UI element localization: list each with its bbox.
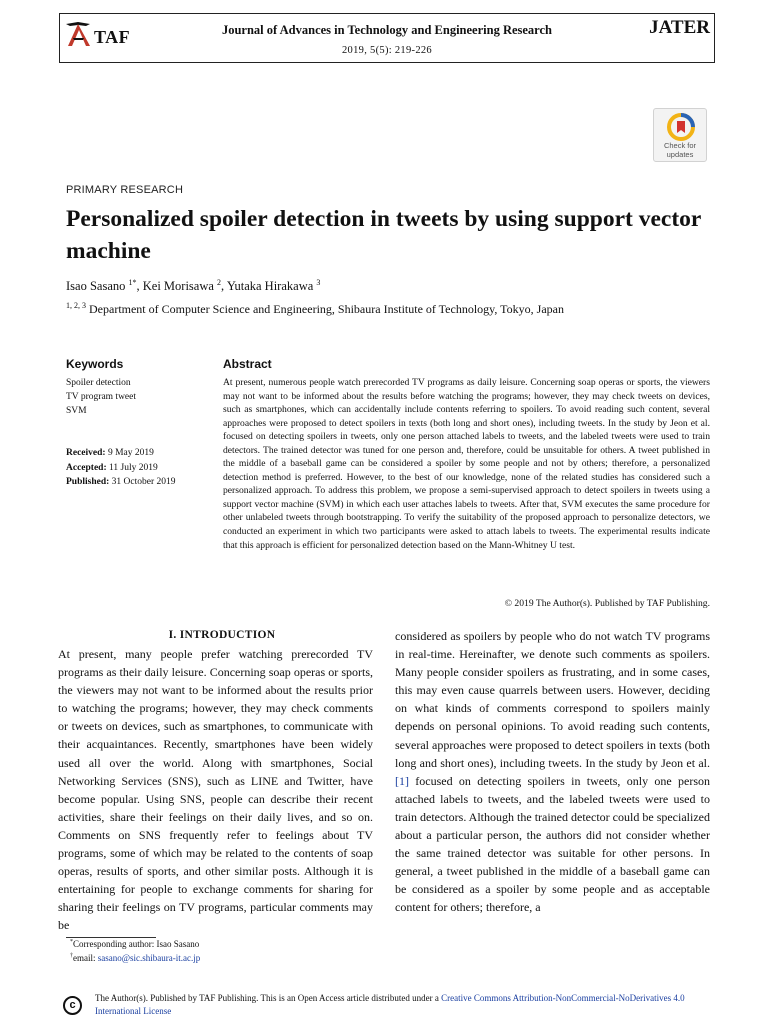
article-category: PRIMARY RESEARCH [66,184,184,196]
journal-header [59,13,715,63]
footnote-divider [66,937,156,938]
author-sup: 2 [217,278,222,287]
body-column-left: At present, many people prefer watching prerecorded TV programs as their daily leisure. Concerning soap operas or sports, the viewers may not want to be informed about the results prior to watching the programs; however, they may check comments or tweets on devices, such as smartphones, to communicate with their acquaintances. Recently, smartphones have been widely used all over the world. Along with smartphones, Social Networking Services (SNS), such as LINE and Twitter, have become popular. Using SNS, people can describe their recent activities, share their feelings on their daily lives, and so on. Comments on SNS frequently refer to feelings about TV programs, some of which may be related to the contents of soap operas, results of sports, and other similar posts. Although it is entertaining for people to exchange comments for sharing for sharing their feelings on TV programs, particular comments may be [58,647,373,933]
license-link[interactable]: Creative Commons Attribution-NonCommercial-NoDerivatives 4.0 International License [95,993,685,1016]
date-received: Received: 9 May 2019 [66,448,154,458]
affiliation: $^{1, 2, 3}$ Department of Computer Science and Engineering, Shibaura Institute of Technology, Tokyo, Japan [66,301,564,316]
journal-title: Journal of Advances in Technology and Engineering Research [221,23,553,37]
author-name: Kei Morisawa [142,279,218,294]
footnote-corresponding: *Corresponding author: Isao Sasano [70,939,200,949]
logo-text: TAF [94,27,131,47]
email-link[interactable]: sasano@sic.shibaura-it.ac.jp [97,953,201,963]
keyword-list [66,376,136,418]
author-sup: 3 [316,278,321,287]
author-name: Isao Sasano [66,279,129,294]
author-sup: 1* [128,278,137,287]
abstract-heading: Abstract [223,357,272,371]
keywords-heading: Keywords [66,357,124,371]
author-list: Isao Sasano $^{1*}$, Kei Morisawa $^2$, Yutaka Hirakawa $^3$ [66,278,321,294]
body-column-right: considered as spoilers by people who do not watch TV programs in real-time. Hereinafter, we denote such comments as spoilers. Many people consider spoilers as frustrating, and in some cases, this may even cause quarrels between users. However, deciding on what kinds of comments correspond to spoilers mainly depends on personal opinions. To avoid reading such contents, several approaches were proposed to detect spoilers in texts (both long and short ones), including tweets. In the study by Jeon et al. [1] focused on detecting spoilers in tweets, only one person attached labels to tweets, and the labeled tweets were used to train detectors. Although the trained detector could be specialized about a particular person, the authors did not consider whether the same trained detector was suitable for other persons. In general, a tweet published in the middle of a baseball game can be considered as a spoiler by some people and as acceptable content for others; therefore, a [395,629,710,915]
keyword-item: SVM [66,406,87,416]
check-updates-icon [667,113,695,141]
copyright-icon: c [63,996,82,1015]
abstract-text: At present, numerous people watch prerecorded TV programs as daily leisure. Concerning soap operas or sports, the viewers may not want to be informed about the results before watching the programs; however, they may check tweets on devices, such as smartphones, which can accidentally include contents referring to spoilers. To avoid reading such content, several approaches were proposed to detect spoilers in texts (both long and short ones), including tweets. In the study by Jeon et al. focused on detecting spoilers in tweets, only one person attached labels to tweets, and the labeled tweets were used to train detectors. The trained detector was tuned for one person and, therefore, could be unsuitable for others. A tweet published in the middle of a baseball game can be considered a spoiler by some people and not by others; therefore, a personalized detection method is preferred. However, to the best of our knowledge, none of the related studies has considered such a personalized approach. To address this problem, we propose a semi-supervised approach to detect spoilers in tweets using a support vector machine (SVM) in which each user attaches labels to tweets. After that, SVM executes the same procedure for other unlabeled tweets through bootstrapping. To verify the suitability of the proposed approach to personalize detectors, we conducted an experiment in which two participants were asked to attach labels to tweets. The experimental results indicate that this approach is efficient for personalized detection based on the Mann-Whitney U test. [223,377,710,551]
journal-issue: 2019, 5(5): 219-226 [342,45,432,56]
journal-abbrev: JATER [649,17,710,38]
copyright-notice: © 2019 The Author(s). Published by TAF Publishing. [504,598,710,609]
check-for-updates-button[interactable] [653,108,707,162]
keyword-item: TV program tweet [66,392,136,402]
license-notice: The Author(s). Published by TAF Publishing. This is an Open Access article distributed under a Creative Commons Attribution-NonCommercial-NoDerivatives 4.0 International License [95,993,685,1016]
section-heading: I. INTRODUCTION [168,629,276,641]
date-published: Published: 31 October 2019 [66,477,176,487]
author-name: Yutaka Hirakawa [226,279,317,294]
check-updates-label: Check for updates [663,141,697,159]
keyword-item: Spoiler detection [66,378,131,388]
article-title: Personalized spoiler detection in tweets by using support vector machine [66,206,701,264]
date-accepted: Accepted: 11 July 2019 [66,462,158,473]
footnote-email: †email: sasano@sic.shibaura-it.ac.jp [70,953,201,963]
article-dates [66,446,176,490]
citation-link[interactable]: [1] [395,773,409,788]
